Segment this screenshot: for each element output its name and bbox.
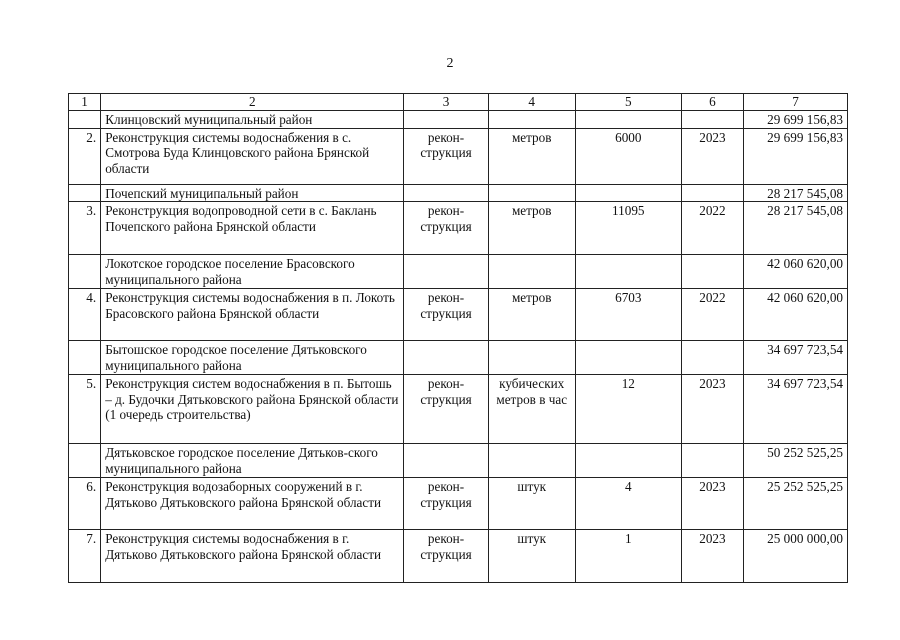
- table-row: [69, 184, 848, 202]
- table-row: [69, 375, 848, 444]
- row-sum: 28 217 545,08: [744, 184, 848, 202]
- row-number: 6.: [69, 478, 101, 530]
- row-quantity: 6703: [575, 289, 681, 341]
- row-unit: [488, 111, 575, 129]
- row-sum: 29 699 156,83: [744, 128, 848, 184]
- table-row: [69, 478, 848, 530]
- row-quantity: [575, 341, 681, 375]
- row-name: Реконструкция систем водоснабжения в п. Бытошь – д. Будочки Дятьковского района Брянской области (1 очередь строительства): [101, 375, 404, 444]
- row-year: 2022: [681, 202, 743, 255]
- row-quantity: [575, 111, 681, 129]
- row-year: 2023: [681, 478, 743, 530]
- row-name: Реконструкция водозаборных сооружений в г. Дятьково Дятьковского района Брянской области: [101, 478, 404, 530]
- row-number: [69, 111, 101, 129]
- row-number: 5.: [69, 375, 101, 444]
- column-header: 5: [575, 94, 681, 111]
- row-unit: штук: [488, 530, 575, 583]
- row-year: [681, 444, 743, 478]
- row-quantity: 11095: [575, 202, 681, 255]
- row-sum: 28 217 545,08: [744, 202, 848, 255]
- row-number: [69, 341, 101, 375]
- column-header: 7: [744, 94, 848, 111]
- row-year: [681, 255, 743, 289]
- row-quantity: [575, 444, 681, 478]
- row-type: [404, 255, 488, 289]
- table-row: [69, 444, 848, 478]
- column-header: 3: [404, 94, 488, 111]
- table-row: [69, 255, 848, 289]
- row-year: 2023: [681, 530, 743, 583]
- row-type: рекон-струкция: [404, 375, 488, 444]
- row-name: Дятьковское городское поселение Дятьков-ского муниципального района: [101, 444, 404, 478]
- page-number: 2: [446, 56, 454, 71]
- row-type: рекон-струкция: [404, 202, 488, 255]
- row-year: 2023: [681, 375, 743, 444]
- row-year: 2023: [681, 128, 743, 184]
- row-type: [404, 341, 488, 375]
- table-row: [69, 128, 848, 184]
- row-name: Реконструкция системы водоснабжения в г. Дятьково Дятьковского района Брянской области: [101, 530, 404, 583]
- row-unit: штук: [488, 478, 575, 530]
- table-row: [69, 289, 848, 341]
- row-number: 7.: [69, 530, 101, 583]
- row-number: 4.: [69, 289, 101, 341]
- row-name: Локотское городское поселение Брасовского муниципального района: [101, 255, 404, 289]
- row-type: [404, 111, 488, 129]
- row-name: Клинцовский муниципальный район: [101, 111, 404, 129]
- data-table: [68, 93, 848, 583]
- column-header: 6: [681, 94, 743, 111]
- row-unit: [488, 255, 575, 289]
- row-unit: [488, 444, 575, 478]
- row-unit: метров: [488, 202, 575, 255]
- row-year: [681, 184, 743, 202]
- row-sum: 42 060 620,00: [744, 289, 848, 341]
- row-type: рекон-струкция: [404, 128, 488, 184]
- row-unit: [488, 341, 575, 375]
- table-row: [69, 530, 848, 583]
- row-name: Бытошское городское поселение Дятьковского муниципального района: [101, 341, 404, 375]
- row-quantity: 4: [575, 478, 681, 530]
- row-sum: 42 060 620,00: [744, 255, 848, 289]
- table-header-row: [69, 94, 848, 111]
- row-type: [404, 444, 488, 478]
- row-sum: 25 000 000,00: [744, 530, 848, 583]
- row-year: [681, 341, 743, 375]
- row-number: [69, 184, 101, 202]
- row-sum: 25 252 525,25: [744, 478, 848, 530]
- row-type: [404, 184, 488, 202]
- row-name: Реконструкция системы водоснабжения в с. Смотрова Буда Клинцовского района Брянской области: [101, 128, 404, 184]
- row-number: [69, 444, 101, 478]
- row-year: [681, 111, 743, 129]
- row-sum: 34 697 723,54: [744, 375, 848, 444]
- row-type: рекон-струкция: [404, 530, 488, 583]
- row-quantity: [575, 184, 681, 202]
- table-row: [69, 111, 848, 129]
- row-type: рекон-струкция: [404, 478, 488, 530]
- row-quantity: 6000: [575, 128, 681, 184]
- column-header: 1: [69, 94, 101, 111]
- row-quantity: 12: [575, 375, 681, 444]
- row-name: Реконструкция водопроводной сети в с. Баклань Почепского района Брянской области: [101, 202, 404, 255]
- row-number: [69, 255, 101, 289]
- row-type: рекон-струкция: [404, 289, 488, 341]
- row-year: 2022: [681, 289, 743, 341]
- row-quantity: 1: [575, 530, 681, 583]
- row-name: Реконструкция системы водоснабжения в п. Локоть Брасовского района Брянской области: [101, 289, 404, 341]
- column-header: 4: [488, 94, 575, 111]
- row-unit: [488, 184, 575, 202]
- row-quantity: [575, 255, 681, 289]
- row-number: 2.: [69, 128, 101, 184]
- row-unit: метров: [488, 289, 575, 341]
- table-row: [69, 202, 848, 255]
- row-sum: 50 252 525,25: [744, 444, 848, 478]
- row-unit: метров: [488, 128, 575, 184]
- table-row: [69, 341, 848, 375]
- row-name: Почепский муниципальный район: [101, 184, 404, 202]
- column-header: 2: [101, 94, 404, 111]
- row-sum: 34 697 723,54: [744, 341, 848, 375]
- row-number: 3.: [69, 202, 101, 255]
- row-unit: кубических метров в час: [488, 375, 575, 444]
- row-sum: 29 699 156,83: [744, 111, 848, 129]
